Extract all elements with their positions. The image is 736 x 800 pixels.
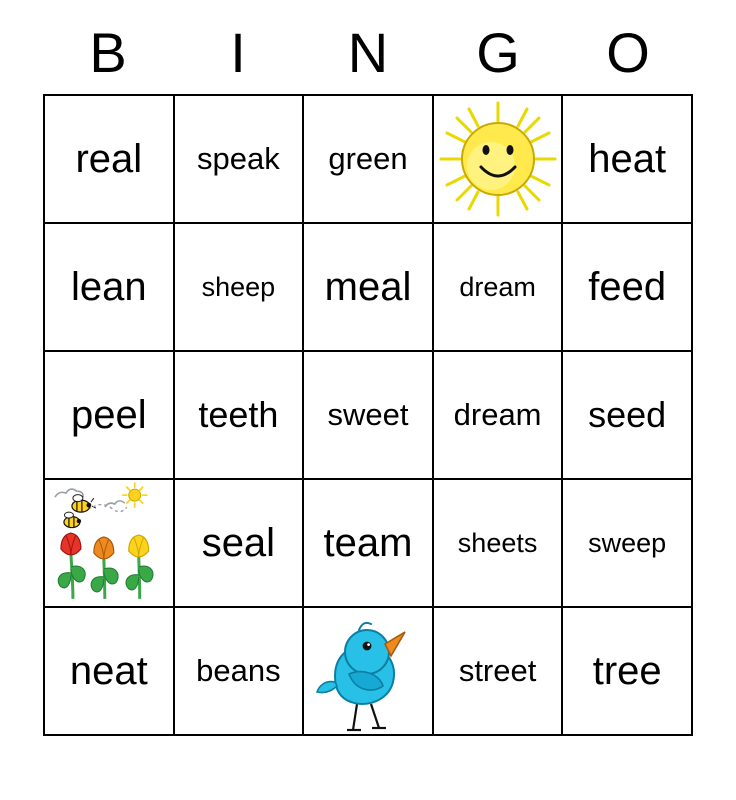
header-letter-i: I [230,21,246,84]
bees-and-tulips-icon [47,480,171,606]
cell-label: dream [453,396,542,432]
bingo-cell-g4[interactable] [434,480,564,608]
bingo-cell-i3[interactable] [175,352,305,480]
bingo-cell-i4[interactable] [175,480,305,608]
cell-label: sweep [588,527,667,558]
bingo-cell-i1[interactable] [175,96,305,224]
bingo-cell-o4[interactable] [563,480,693,608]
bingo-cell-o5[interactable] [563,608,693,736]
cell-label: peel [70,393,147,437]
cell-label: seed [588,394,667,436]
header-letter-b: B [89,21,127,84]
cell-label: feed [588,265,667,309]
blue-bird-icon [306,608,430,734]
bingo-row [45,352,693,480]
bingo-row [45,608,693,736]
bingo-cell-n4[interactable] [304,480,434,608]
header-letter-o: O [606,21,650,84]
cell-label: tree [592,649,662,693]
cell-label: sheep [201,271,276,302]
cell-label: sweet [327,396,409,432]
cell-label: dream [459,271,536,302]
cell-label: heat [588,137,667,181]
bingo-header [43,0,693,84]
cell-label: team [323,521,413,565]
bingo-grid [43,94,693,736]
bingo-cell-n5[interactable] [304,608,434,736]
bingo-cell-b3[interactable] [45,352,175,480]
cell-label: neat [69,649,148,693]
bingo-row [45,224,693,352]
bingo-row [45,480,693,608]
bingo-cell-g3[interactable] [434,352,564,480]
bingo-cell-n1[interactable] [304,96,434,224]
bingo-cell-b4[interactable] [45,480,175,608]
bingo-cell-i5[interactable] [175,608,305,736]
header-letter-n: N [347,21,389,84]
cell-label: speak [197,140,280,176]
bingo-row [45,96,693,224]
bingo-cell-n3[interactable] [304,352,434,480]
bingo-cell-o1[interactable] [563,96,693,224]
cell-label: seal [201,521,276,565]
bingo-cell-n2[interactable] [304,224,434,352]
bingo-cell-b1[interactable] [45,96,175,224]
header-letter-g: G [476,21,520,84]
cell-label: lean [70,265,147,309]
cell-label: street [458,652,537,688]
bingo-cell-g5[interactable] [434,608,564,736]
cell-label: beans [196,652,281,688]
bingo-cell-g2[interactable] [434,224,564,352]
sun-smiley-icon [436,96,560,222]
bingo-cell-o2[interactable] [563,224,693,352]
bingo-cell-b5[interactable] [45,608,175,736]
bingo-cell-i2[interactable] [175,224,305,352]
bingo-cell-g1[interactable] [434,96,564,224]
cell-label: green [328,140,408,176]
bingo-cell-o3[interactable] [563,352,693,480]
cell-label: meal [324,265,412,309]
cell-label: sheets [457,527,538,558]
cell-label: real [75,137,143,181]
cell-label: teeth [198,394,279,436]
bingo-cell-b2[interactable] [45,224,175,352]
